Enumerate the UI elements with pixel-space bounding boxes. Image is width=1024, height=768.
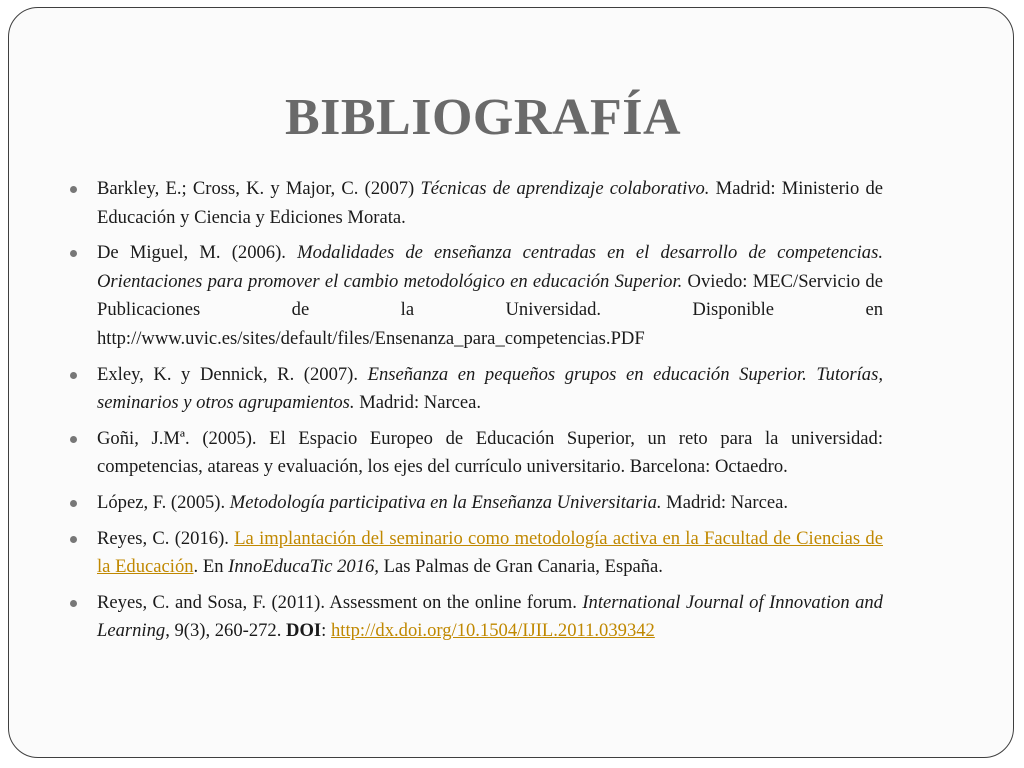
bullet-icon bbox=[70, 250, 77, 257]
list-item bbox=[97, 239, 883, 353]
reference-text: De Miguel, M. (2006). bbox=[97, 242, 298, 264]
list-item bbox=[97, 525, 883, 582]
doi-label: DOI bbox=[286, 620, 322, 642]
reference-title: Técnicas de aprendizaje colaborativo. bbox=[420, 178, 710, 199]
bullet-icon bbox=[70, 500, 77, 507]
bullet-icon bbox=[70, 186, 77, 193]
bullet-icon bbox=[70, 600, 77, 607]
reference-text: Madrid: Ministerio de Educación y Ciencia y Ediciones Morata. bbox=[97, 178, 883, 228]
bibliography-list bbox=[97, 175, 883, 653]
list-item bbox=[97, 175, 883, 232]
reference-text: Goñi, J.Mª. (2005). El Espacio Europeo de Educación Superior, un reto para la universidad: competencias, atareas y evaluación, los ejes del currículo universitario. Barcelona: Octaedro. bbox=[97, 427, 883, 478]
slide-title: BIBLIOGRAFÍA bbox=[284, 89, 682, 146]
reference-title: Metodología participativa en la Enseñanza Universitaria. bbox=[229, 491, 662, 513]
reference-text: Reyes, C. and Sosa, F. (2011). Assessment on the online forum. bbox=[97, 591, 583, 613]
list-item bbox=[97, 589, 883, 646]
list-item bbox=[97, 489, 883, 518]
bullet-icon bbox=[70, 436, 77, 443]
reference-text: Reyes, C. (2016). bbox=[97, 527, 235, 549]
reference-link[interactable]: La implantación del seminario como metodología activa en la Facultad de Ciencias de la Educación bbox=[97, 527, 883, 578]
doi-link[interactable]: http://dx.doi.org/10.1504/IJIL.2011.039342 bbox=[331, 620, 655, 642]
bullet-icon bbox=[70, 372, 77, 379]
slide-frame bbox=[8, 7, 1014, 758]
reference-text: . En bbox=[193, 556, 229, 578]
reference-title: InnoEducaTic 2016, bbox=[228, 556, 379, 578]
bullet-icon bbox=[70, 536, 77, 543]
reference-text: Barkley, E.; Cross, K. y Major, C. (2007) bbox=[97, 178, 421, 199]
reference-text: Exley, K. y Dennick, R. (2007). bbox=[97, 363, 368, 385]
reference-text: , 9(3), 260-272. bbox=[165, 620, 287, 642]
reference-text: Madrid: Narcea. bbox=[661, 491, 789, 513]
list-item bbox=[97, 361, 883, 418]
list-item bbox=[97, 425, 883, 482]
reference-text: Oviedo: MEC/Servicio de Publicaciones de la Universidad. Disponible en http://www.uvic.es/sites/default/files/Ensenanza_para_competencias.PDF bbox=[97, 270, 883, 349]
reference-text: López, F. (2005). bbox=[97, 491, 230, 513]
reference-title: Modalidades de enseñanza centradas en el desarrollo de competencias. Orientaciones para promover el cambio metodológico en educación Superior. bbox=[97, 242, 883, 292]
reference-title: International Journal of Innovation and Learning bbox=[97, 591, 883, 642]
reference-title: Enseñanza en pequeños grupos en educación Superior. Tutorías, seminarios y otros agrupamientos. bbox=[97, 363, 883, 414]
reference-text: Las Palmas de Gran Canaria, España. bbox=[378, 556, 663, 578]
reference-text: : bbox=[321, 620, 331, 642]
reference-text: Madrid: Narcea. bbox=[354, 392, 482, 414]
